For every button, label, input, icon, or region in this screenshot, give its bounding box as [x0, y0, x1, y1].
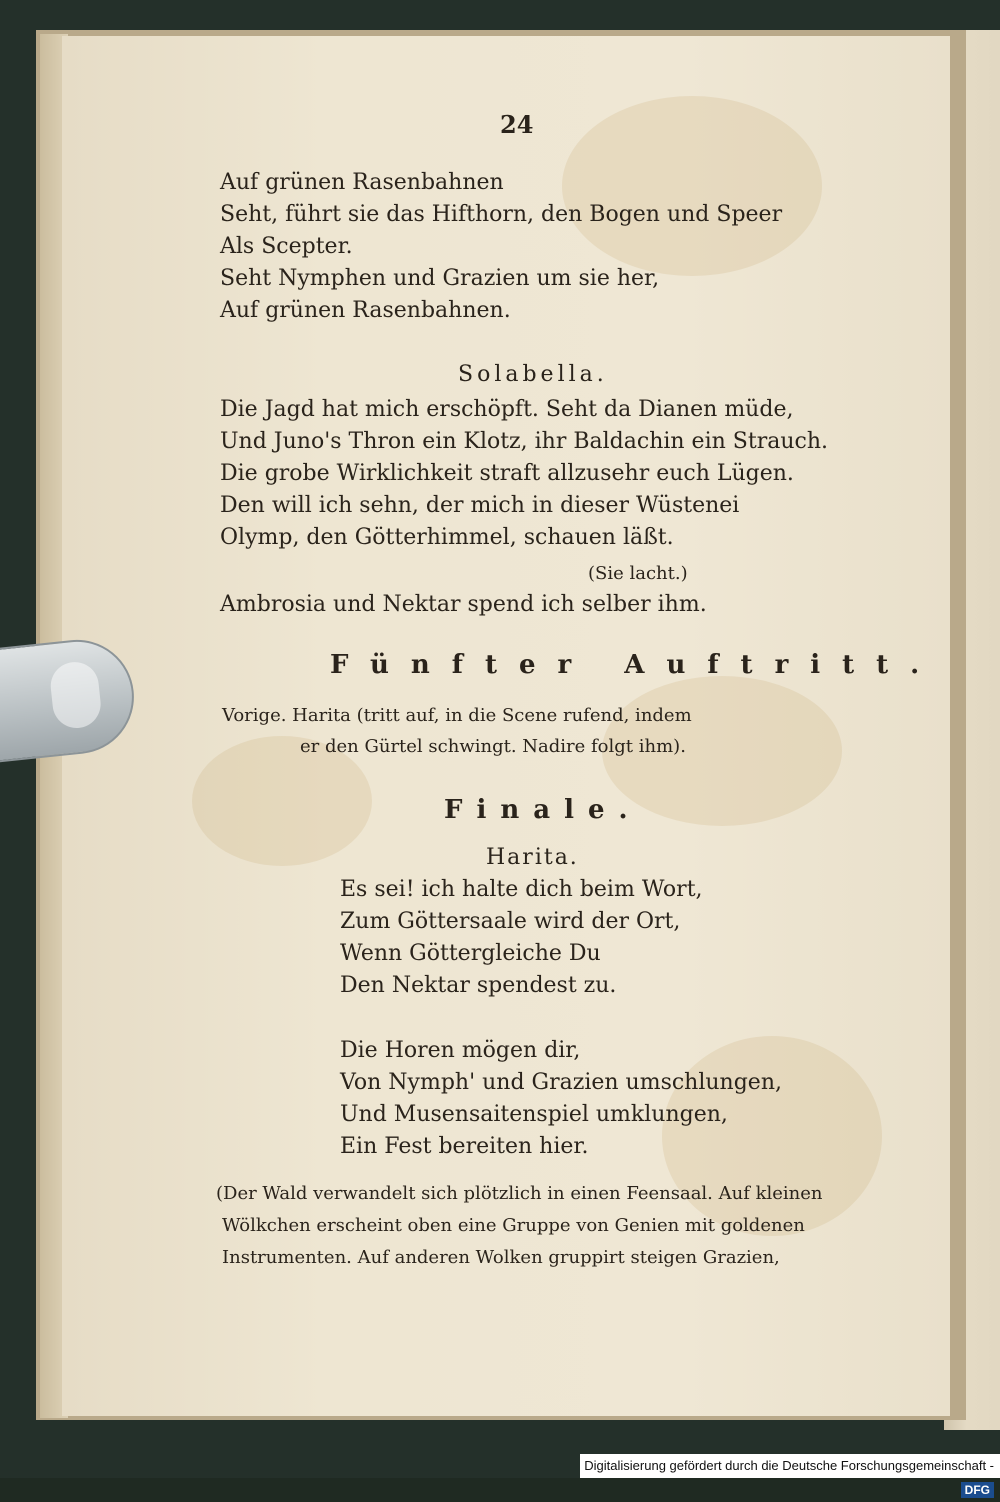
verse-line: Wenn Göttergleiche Du: [340, 941, 601, 966]
scene-heading: Fünfter Auftritt.: [330, 650, 942, 680]
verse-line: Von Nymph' und Grazien umschlungen,: [340, 1070, 782, 1095]
verse-line: Und Musensaitenspiel umklungen,: [340, 1102, 728, 1127]
verse-line: Seht Nymphen und Grazien um sie her,: [220, 266, 660, 291]
finale-heading: Finale.: [444, 795, 642, 825]
speaker-name: Harita.: [486, 845, 579, 870]
verse-line: Die Horen mögen dir,: [340, 1038, 581, 1063]
paper-stain: [562, 96, 822, 276]
stage-direction: (Der Wald verwandelt sich plötzlich in einen Feensaal. Auf kleinen: [216, 1183, 823, 1204]
footer-text: Digitalisierung gefördert durch die Deutsche Forschungsgemeinschaft -: [584, 1458, 994, 1473]
dfg-logo: DFG: [961, 1482, 994, 1498]
book-page: [62, 36, 950, 1416]
paper-stain: [662, 1036, 882, 1236]
clip-highlight: [48, 660, 103, 731]
verse-line: Und Juno's Thron ein Klotz, ihr Baldachin ein Strauch.: [220, 429, 828, 454]
stage-direction: Wölkchen erscheint oben eine Gruppe von Genien mit goldenen: [222, 1215, 805, 1236]
verse-line: Olymp, den Götterhimmel, schauen läßt.: [220, 525, 674, 550]
verse-line: Zum Göttersaale wird der Ort,: [340, 909, 681, 934]
stage-direction: (Sie lacht.): [588, 563, 688, 584]
verse-line: Seht, führt sie das Hifthorn, den Bogen und Speer: [220, 202, 783, 227]
verse-line: Ambrosia und Nektar spend ich selber ihm.: [220, 592, 707, 617]
cast-direction: er den Gürtel schwingt. Nadire folgt ihm).: [300, 736, 686, 757]
verse-line: Die Jagd hat mich erschöpft. Seht da Dianen müde,: [220, 397, 794, 422]
verse-line: Als Scepter.: [220, 234, 353, 259]
speaker-name: Solabella.: [458, 362, 608, 387]
verse-line: Die grobe Wirklichkeit straft allzusehr euch Lügen.: [220, 461, 794, 486]
page-number: 24: [500, 110, 534, 139]
verse-line: Es sei! ich halte dich beim Wort,: [340, 877, 703, 902]
verse-line: Auf grünen Rasenbahnen: [220, 170, 504, 195]
verse-line: Den Nektar spendest zu.: [340, 973, 617, 998]
stage-direction: Instrumenten. Auf anderen Wolken gruppirt steigen Grazien,: [222, 1247, 780, 1268]
cast-direction: Vorige. Harita (tritt auf, in die Scene rufend, indem: [222, 705, 692, 726]
verse-line: Ein Fest bereiten hier.: [340, 1134, 589, 1159]
verse-line: Den will ich sehn, der mich in dieser Wüstenei: [220, 493, 740, 518]
verse-line: Auf grünen Rasenbahnen.: [220, 298, 511, 323]
digitization-footer: [580, 1454, 1000, 1497]
